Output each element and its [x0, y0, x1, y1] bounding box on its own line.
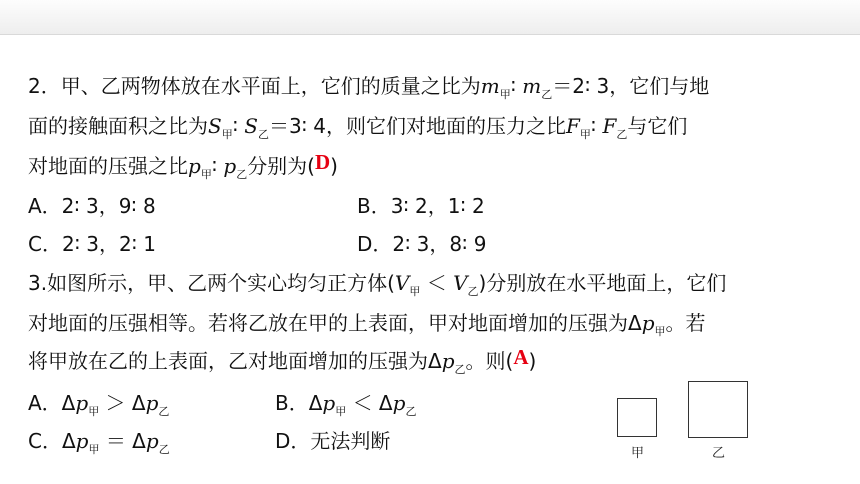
var-p: p: [188, 154, 201, 178]
q3-option-a[interactable]: [28, 389, 169, 421]
var-p: p: [223, 154, 237, 178]
var-p: p: [75, 429, 89, 453]
q3-text: 。则(: [465, 349, 514, 373]
sub-yi: 乙: [541, 88, 553, 101]
ratio-sep: ∶: [232, 114, 245, 138]
cube-jia-label: 甲: [631, 446, 645, 461]
q3-option-d[interactable]: D．无法判断: [275, 429, 391, 453]
operator: ＞ Δ: [99, 391, 146, 415]
q3-text: )分别放在水平地面上，它们: [478, 271, 727, 295]
q3-line-1: [28, 269, 726, 301]
sub-yi: 乙: [616, 128, 628, 141]
var-m: m: [522, 74, 542, 98]
var-v: V: [453, 271, 468, 295]
sub-jia: 甲: [579, 128, 591, 141]
q2-option-b[interactable]: B．3∶ 2，1∶ 2: [357, 194, 485, 218]
var-p: p: [145, 429, 159, 453]
var-f: F: [565, 114, 580, 138]
sub-jia: 甲: [88, 405, 100, 418]
sub-yi: 乙: [467, 285, 479, 298]
q3-option-b[interactable]: [275, 389, 416, 421]
sub-yi: 乙: [454, 363, 466, 376]
sub-jia: 甲: [409, 285, 421, 298]
q3-line-2: [28, 309, 706, 341]
var-s: S: [244, 114, 258, 138]
q3-option-c[interactable]: [28, 427, 170, 459]
ratio-sep: ∶: [211, 154, 224, 178]
sub-jia: 甲: [221, 128, 233, 141]
var-v: V: [394, 271, 410, 295]
less-than: ＜: [420, 271, 454, 295]
ratio-sep: ∶: [510, 74, 523, 98]
option-label: B．Δ: [275, 391, 323, 415]
cube-yi-label: 乙: [712, 446, 726, 461]
var-m: m: [480, 74, 500, 98]
q2-text: 2．甲、乙两物体放在水平面上，它们的质量之比为: [28, 74, 481, 98]
q2-text: 面的接触面积之比为: [28, 114, 208, 138]
var-p: p: [641, 311, 655, 335]
var-p: p: [145, 391, 159, 415]
q2-text: 对地面的压强之比: [28, 154, 188, 178]
q2-answer: D: [315, 150, 331, 174]
q2-text: 分别为(: [247, 154, 315, 178]
q3-line-3: [28, 347, 536, 379]
q2-text: ): [330, 154, 338, 178]
sub-yi: 乙: [158, 405, 170, 418]
var-p: p: [392, 391, 406, 415]
q3-text: 对地面的压强相等。若将乙放在甲的上表面，甲对地面增加的压强为Δ: [28, 311, 642, 335]
q3-answer: A: [513, 345, 529, 369]
option-label: C．Δ: [28, 429, 76, 453]
sub-yi: 乙: [405, 405, 417, 418]
cube-jia: [617, 398, 657, 437]
sub-jia: 甲: [654, 325, 666, 338]
var-f: F: [602, 114, 617, 138]
q3-text: 将甲放在乙的上表面，乙对地面增加的压强为Δ: [28, 349, 442, 373]
sub-jia: 甲: [200, 168, 212, 181]
q2-option-d[interactable]: D．2∶ 3，8∶ 9: [357, 232, 487, 256]
var-s: S: [208, 114, 222, 138]
q2-option-a[interactable]: A．2∶ 3，9∶ 8: [28, 194, 156, 218]
q2-option-c[interactable]: C．2∶ 3，2∶ 1: [28, 232, 156, 256]
var-p: p: [322, 391, 336, 415]
sub-yi: 乙: [236, 168, 248, 181]
q2-text: 与它们: [627, 114, 688, 138]
cube-yi: [688, 381, 748, 438]
operator: ＝ Δ: [99, 429, 146, 453]
sub-jia: 甲: [499, 88, 511, 101]
q2-text: ＝2∶ 3，它们与地: [552, 74, 710, 98]
ratio-sep: ∶: [590, 114, 603, 138]
q3-text: 。若: [665, 311, 706, 335]
sub-yi: 乙: [257, 128, 269, 141]
q2-line-1: [28, 72, 709, 104]
q2-text: ＝3∶ 4，则它们对地面的压力之比: [268, 114, 566, 138]
var-p: p: [441, 349, 455, 373]
q2-line-2: [28, 112, 687, 144]
sub-yi: 乙: [158, 443, 170, 456]
sub-jia: 甲: [88, 443, 100, 456]
operator: ＜ Δ: [346, 391, 393, 415]
q2-line-3: [28, 152, 338, 184]
q3-text: ): [528, 349, 537, 373]
top-toolbar-strip: [0, 0, 860, 35]
var-p: p: [75, 391, 89, 415]
option-label: A．Δ: [28, 391, 76, 415]
q3-text: 3.如图所示，甲、乙两个实心均匀正方体(: [28, 271, 395, 295]
sub-jia: 甲: [335, 405, 347, 418]
